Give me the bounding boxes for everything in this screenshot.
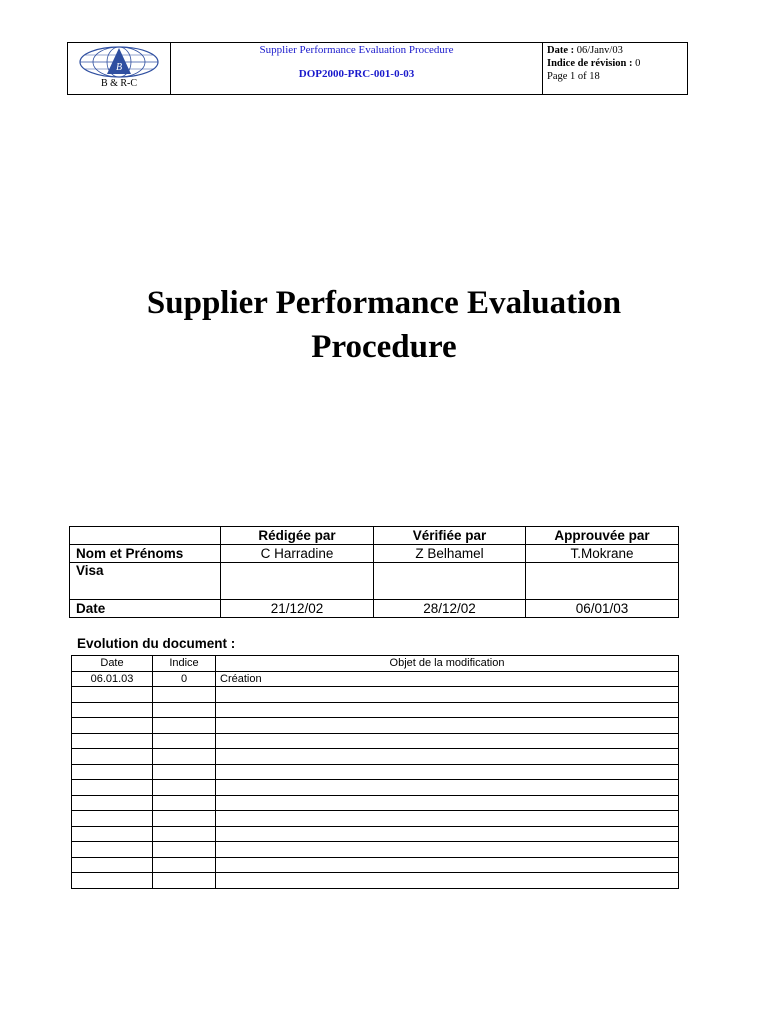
table-row: [72, 749, 679, 765]
cell-value: 21/12/02: [221, 600, 374, 618]
signature-row-visa: [70, 563, 679, 600]
row-label: Date: [70, 600, 221, 618]
cell-value: [221, 563, 374, 600]
evolution-header-objet: Objet de la modification: [216, 656, 679, 672]
cell-date: [72, 811, 153, 827]
table-row: [72, 826, 679, 842]
page-header: [67, 42, 688, 95]
evolution-header-indice: Indice: [153, 656, 216, 672]
evolution-header-date: Date: [72, 656, 153, 672]
cell-value: 06/01/03: [526, 600, 679, 618]
date-value: 06/Janv/03: [576, 45, 623, 56]
cell-objet: [216, 749, 679, 765]
cell-value: C Harradine: [221, 545, 374, 563]
cell-objet: [216, 764, 679, 780]
revision-label: Indice de révision :: [547, 58, 633, 69]
signature-table: [69, 526, 679, 618]
row-label: Visa: [70, 563, 221, 600]
table-row: [72, 857, 679, 873]
cell-objet: [216, 811, 679, 827]
cell-indice: [153, 795, 216, 811]
svg-text:B: B: [115, 62, 123, 73]
header-date: [547, 44, 687, 57]
table-row: [72, 702, 679, 718]
header-revision: [547, 57, 687, 70]
cell-objet: [216, 842, 679, 858]
table-row: [72, 795, 679, 811]
header-document-code: DOP2000-PRC-001-0-03: [298, 68, 415, 80]
cell-date: [72, 702, 153, 718]
cell-date: [72, 733, 153, 749]
signature-header-empty: [70, 527, 221, 545]
cell-date: [72, 873, 153, 889]
page-number: Page 1 of 18: [547, 71, 600, 82]
cell-objet: [216, 857, 679, 873]
table-row: [72, 764, 679, 780]
cell-objet: [216, 780, 679, 796]
signature-header-verifiee: Vérifiée par: [374, 527, 526, 545]
header-document-info: [171, 43, 543, 94]
cell-objet: [216, 795, 679, 811]
table-row: [72, 873, 679, 889]
evolution-table: [71, 655, 679, 889]
document-title-line-1: Supplier Performance Evaluation: [146, 285, 622, 321]
cell-indice: [153, 857, 216, 873]
cell-indice: 0: [153, 671, 216, 687]
cell-value: [526, 563, 679, 600]
signature-row-names: [70, 545, 679, 563]
evolution-table-header: [72, 656, 679, 672]
cell-indice: [153, 764, 216, 780]
cell-indice: [153, 842, 216, 858]
cell-date: [72, 780, 153, 796]
cell-objet: Création: [216, 671, 679, 687]
cell-value: 28/12/02: [374, 600, 526, 618]
cell-indice: [153, 733, 216, 749]
cell-indice: [153, 718, 216, 734]
cell-date: 06.01.03: [72, 671, 153, 687]
document-title: [0, 281, 768, 369]
cell-date: [72, 795, 153, 811]
cell-value: Z Belhamel: [374, 545, 526, 563]
cell-objet: [216, 702, 679, 718]
cell-objet: [216, 873, 679, 889]
evolution-title: Evolution du document :: [77, 636, 236, 651]
header-metadata: [543, 43, 687, 94]
document-title-line-2: Procedure: [311, 329, 457, 365]
revision-value: 0: [635, 58, 641, 69]
cell-indice: [153, 702, 216, 718]
table-row: [72, 733, 679, 749]
table-row: [72, 842, 679, 858]
cell-date: [72, 764, 153, 780]
cell-date: [72, 687, 153, 703]
cell-objet: [216, 826, 679, 842]
company-logo: [68, 43, 171, 94]
cell-indice: [153, 749, 216, 765]
signature-table-header: [70, 527, 679, 545]
cell-indice: [153, 873, 216, 889]
table-row: [72, 718, 679, 734]
cell-indice: [153, 780, 216, 796]
table-row: [72, 671, 679, 687]
cell-value: T.Mokrane: [526, 545, 679, 563]
row-label: Nom et Prénoms: [70, 545, 221, 563]
cell-date: [72, 749, 153, 765]
cell-date: [72, 718, 153, 734]
signature-header-redigee: Rédigée par: [221, 527, 374, 545]
cell-indice: [153, 811, 216, 827]
table-row: [72, 687, 679, 703]
cell-objet: [216, 687, 679, 703]
cell-date: [72, 842, 153, 858]
cell-objet: [216, 733, 679, 749]
cell-date: [72, 826, 153, 842]
signature-header-approuvee: Approuvée par: [526, 527, 679, 545]
header-document-title: Supplier Performance Evaluation Procedure: [259, 44, 454, 56]
cell-value: [374, 563, 526, 600]
logo-text: B & R-C: [100, 78, 138, 89]
cell-indice: [153, 687, 216, 703]
globe-logo-icon: [78, 45, 160, 79]
cell-indice: [153, 826, 216, 842]
cell-date: [72, 857, 153, 873]
date-label: Date :: [547, 45, 575, 56]
table-row: [72, 780, 679, 796]
signature-row-date: [70, 600, 679, 618]
cell-objet: [216, 718, 679, 734]
table-row: [72, 811, 679, 827]
